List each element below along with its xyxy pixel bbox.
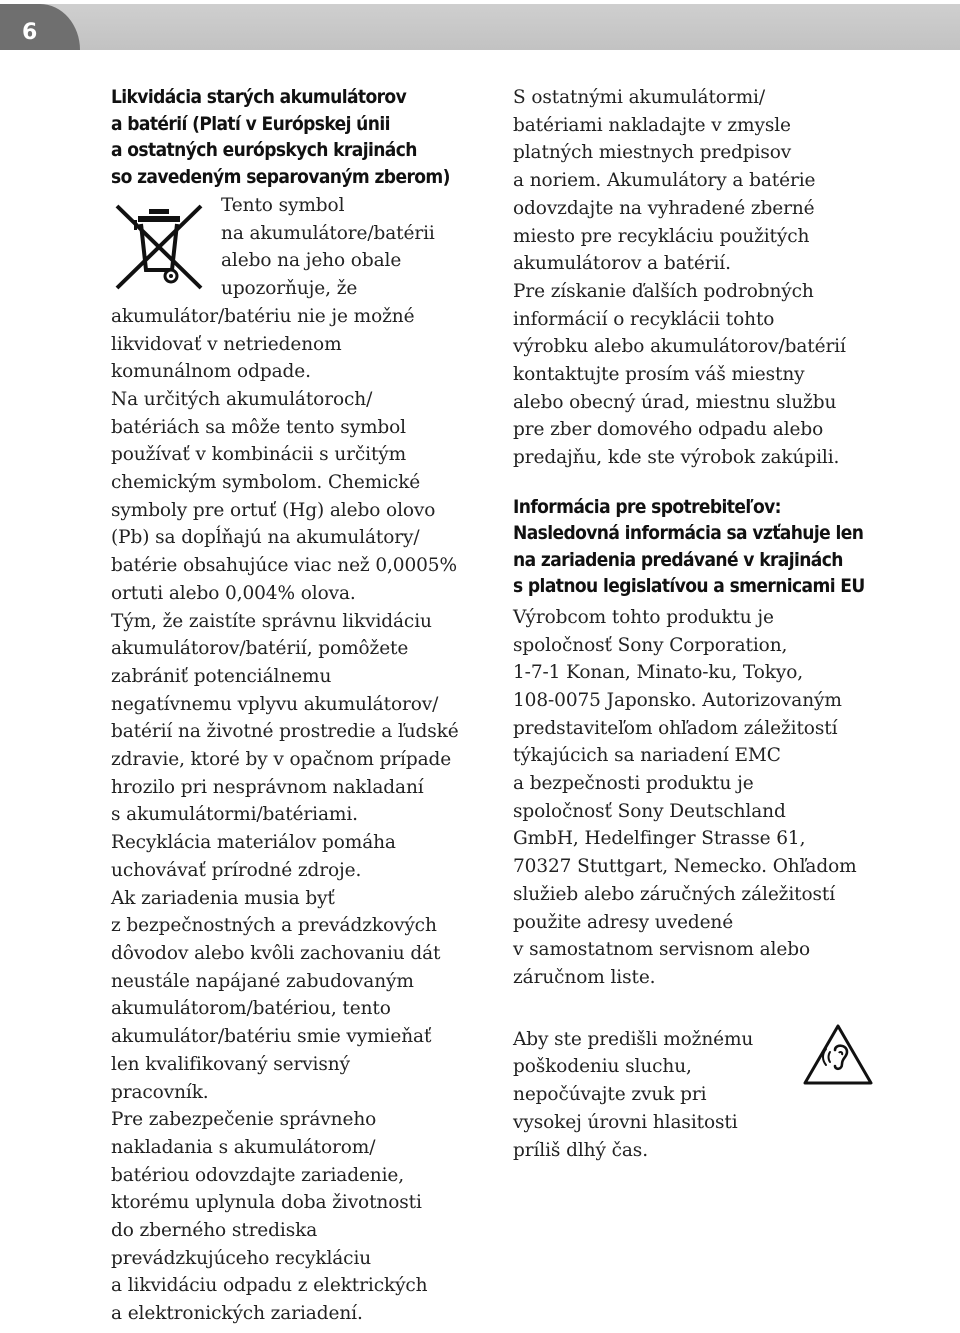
text-line: záručnom liste. xyxy=(513,966,656,988)
text-line: prevádzkujúceho recykláciu xyxy=(111,1247,372,1269)
text-line: týkajúcich sa nariadení EMC xyxy=(513,745,781,767)
text-line: chemickým symbolom. Chemické xyxy=(111,472,421,494)
text-line: spoločnosť Sony Deutschland xyxy=(513,800,786,822)
text-line: Pre získanie ďalších podrobných xyxy=(513,280,814,302)
text-line: predajňu, kde ste výrobok zakúpili. xyxy=(513,447,840,469)
page-number: 6 xyxy=(22,20,38,45)
text-line: použite adresy uvedené xyxy=(513,911,734,933)
header-bar xyxy=(0,4,960,50)
text-line: batériou odovzdajte zariadenie, xyxy=(111,1164,405,1186)
text-line: batériách sa môže tento symbol xyxy=(111,416,406,438)
text-line: a bezpečnosti produktu je xyxy=(513,773,754,795)
disposal-continued-paragraph xyxy=(513,84,893,472)
text-line: a noriem. Akumulátory a batérie xyxy=(513,170,816,192)
text-line: Pre zabezpečenie správneho xyxy=(111,1109,377,1131)
manufacturer-info-paragraph xyxy=(513,604,893,992)
text-line: vysokej úrovni hlasitosti xyxy=(513,1111,738,1133)
text-line: batérie obsahujúce viac než 0,0005% xyxy=(111,555,457,577)
text-line: Recyklácia materiálov pomáha xyxy=(111,832,396,854)
text-line: akumulátor/batériu smie vymieňať xyxy=(111,1026,432,1048)
text-line: batérií na životné prostredie a ľudské xyxy=(111,721,459,743)
text-line: Tým, že zaistíte správnu likvidáciu xyxy=(111,610,432,632)
text-line: komunálnom odpade. xyxy=(111,361,311,383)
text-line: Výrobcom tohto produktu je xyxy=(513,606,774,628)
text-line: Aby ste predišli možnému xyxy=(513,1028,754,1050)
text-line: alebo obecný úrad, miestnu službu xyxy=(513,391,837,413)
text-line: na akumulátore/batérii xyxy=(221,222,435,244)
text-line: s akumulátormi/batériami. xyxy=(111,804,358,826)
left-column xyxy=(111,84,471,1328)
heading-line: s platnou legislatívou a smernicami EU xyxy=(513,575,865,598)
text-line: služieb alebo záručných záležitostí xyxy=(513,883,836,905)
text-line: výrobku alebo akumulátorov/batérií xyxy=(513,336,846,358)
text-line: poškodeniu sluchu, xyxy=(513,1056,692,1078)
text-line: ortuti alebo 0,004% olova. xyxy=(111,582,356,604)
text-line: a elektronických zariadení. xyxy=(111,1303,363,1325)
text-line: GmbH, Hedelfinger Strasse 61, xyxy=(513,828,806,850)
text-line: uchovávať prírodné zdroje. xyxy=(111,859,362,881)
text-line: batériami nakladajte v zmysle xyxy=(513,114,791,136)
text-line: akumulátor/batériu nie je možné xyxy=(111,305,415,327)
text-line: zabrániť potenciálnemu xyxy=(111,665,332,687)
crossed-out-wheeled-bin-icon xyxy=(111,200,207,292)
battery-disposal-heading xyxy=(111,84,471,190)
text-line: v samostatnom servisnom alebo xyxy=(513,939,811,961)
text-line: odovzdajte na vyhradené zberné xyxy=(513,197,815,219)
hearing-warning-icon xyxy=(802,1022,874,1086)
text-line: predstaviteľom ohľadom záležitostí xyxy=(513,717,838,739)
text-line: Na určitých akumulátoroch/ xyxy=(111,388,373,410)
text-line: Ak zariadenia musia byť xyxy=(111,887,335,909)
text-line: 1-7-1 Konan, Minato-ku, Tokyo, xyxy=(513,662,804,684)
heading-line: a ostatných európskych krajinách xyxy=(111,139,417,161)
text-line: ktorému uplynula doba životnosti xyxy=(111,1192,422,1214)
heading-line: Nasledovná informácia sa vzťahuje len xyxy=(513,522,864,545)
text-line: Tento symbol xyxy=(221,195,345,216)
text-line: akumulátorov a batérií. xyxy=(513,253,731,275)
text-line: akumulátorom/batériou, tento xyxy=(111,998,391,1020)
text-line: akumulátorov/batérií, pomôžete xyxy=(111,638,409,660)
text-line: nakladania s akumulátorom/ xyxy=(111,1136,376,1158)
consumer-info-heading xyxy=(513,494,893,600)
text-line: miesto pre recykláciu použitých xyxy=(513,225,810,247)
text-line: kontaktujte prosím váš miestny xyxy=(513,364,805,386)
text-line: (Pb) sa dopĺňajú na akumulátory/ xyxy=(111,527,420,549)
text-line: 108-0075 Japonsko. Autorizovaným xyxy=(513,689,842,711)
text-line: používať v kombinácii s určitým xyxy=(111,444,407,466)
text-line: pracovník. xyxy=(111,1081,209,1103)
text-line: neustále napájané zabudovaným xyxy=(111,970,414,992)
text-line: zdravie, ktoré by v opačnom prípade xyxy=(111,749,452,771)
text-line: nepočúvajte zvuk pri xyxy=(513,1084,707,1106)
text-line: informácií o recyklácii tohto xyxy=(513,308,775,330)
heading-line: so zavedeným separovaným zberom) xyxy=(111,165,450,188)
text-line: z bezpečnostných a prevádzkových xyxy=(111,915,437,937)
text-line: dôvodov alebo kvôli zachovaniu dát xyxy=(111,942,441,964)
text-line: a likvidáciu odpadu z elektrických xyxy=(111,1275,428,1297)
text-line: symboly pre ortuť (Hg) alebo olovo xyxy=(111,499,436,521)
text-line: príliš dlhý čas. xyxy=(513,1139,648,1161)
text-line: likvidovať v netriedenom xyxy=(111,333,342,355)
text-line: hrozilo pri nesprávnom nakladaní xyxy=(111,776,424,798)
text-line: spoločnosť Sony Corporation, xyxy=(513,634,788,656)
battery-symbol-paragraph xyxy=(111,192,471,1328)
text-line: upozorňuje, že xyxy=(221,278,358,300)
text-line: alebo na jeho obale xyxy=(221,250,402,272)
text-line: pre zber domového odpadu alebo xyxy=(513,419,824,441)
text-line: negatívnemu vplyvu akumulátorov/ xyxy=(111,693,439,715)
text-line: S ostatnými akumulátormi/ xyxy=(513,87,765,108)
right-column xyxy=(513,84,893,1164)
text-line: platných miestnych predpisov xyxy=(513,142,792,164)
text-line: do zberného strediska xyxy=(111,1220,318,1242)
heading-line: na zariadenia predávané v krajinách xyxy=(513,548,843,571)
heading-line: Likvidácia starých akumulátorov xyxy=(111,86,407,108)
text-line: len kvalifikovaný servisný xyxy=(111,1053,350,1075)
heading-line: a batérií (Platí v Európskej únii xyxy=(111,112,390,135)
text-line: 70327 Stuttgart, Nemecko. Ohľadom xyxy=(513,856,857,878)
heading-line: Informácia pre spotrebiteľov: xyxy=(513,495,781,518)
